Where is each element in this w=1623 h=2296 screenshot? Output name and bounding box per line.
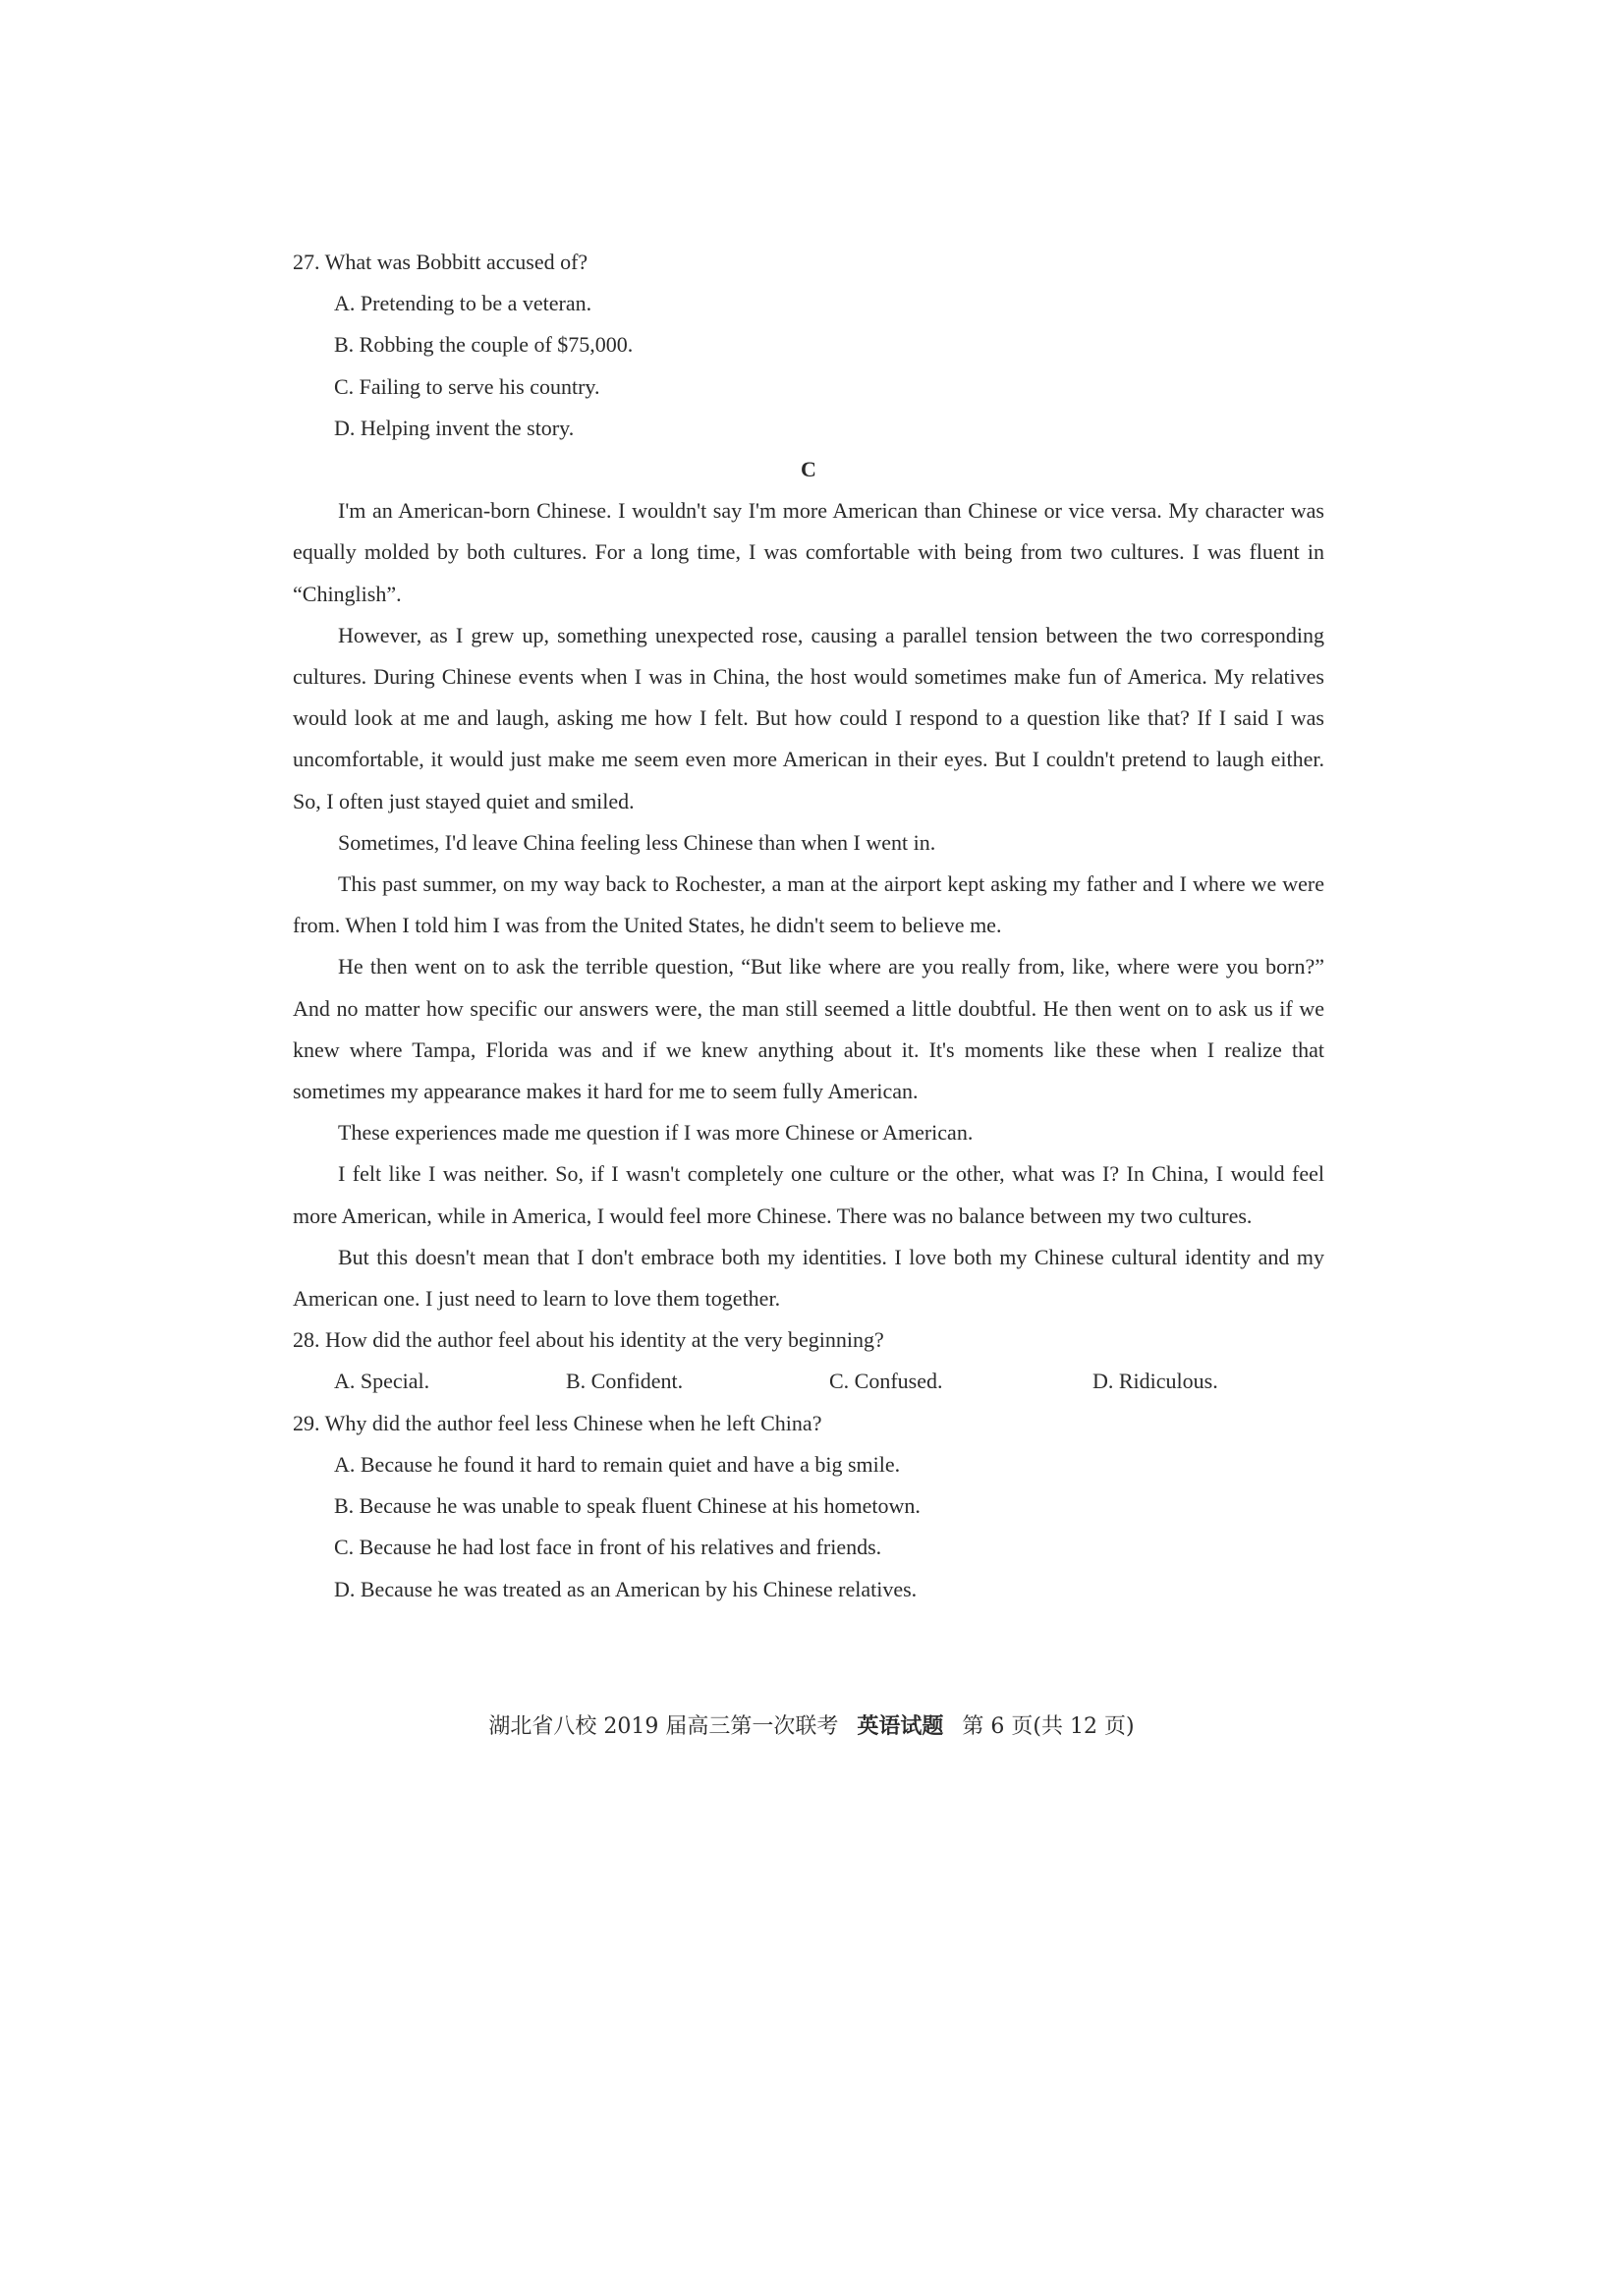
option-b: B. Confident. [566,1369,684,1394]
option-d: D. Because he was treated as an American by his Chinese relatives. [334,1576,918,1601]
option-d: D. Ridiculous. [1092,1369,1218,1394]
option-a: A. Pretending to be a veteran. [334,291,592,316]
option-c: C. Because he had lost face in front of his relatives and friends. [334,1535,882,1560]
paragraph: But this doesn't mean that I don't embrace both my identities. I love both my Chinese cultural identity and my American one. I just need to learn to love them together. [293,1244,1324,1312]
paragraph: He then went on to ask the terrible question, “But like where are you really from, like, where were you born?” And no matter how specific our answers were, the man still seemed a little doubtful. He then went on to ask us if we knew where Tampa, Florida was and if we knew anything about it. It's moments like these when I realize that sometimes my appearance makes it hard for me to seem fully American. [293,954,1324,1104]
option-c: C. Failing to serve his country. [334,373,600,399]
paragraph: However, as I grew up, something unexpected rose, causing a parallel tension between the two corresponding cultures. During Chinese events when I was in China, the host would sometimes make fun of America. My relatives would look at me and laugh, asking me how I felt. But how could I respond to a question like that? If I said I was uncomfortable, it would just make me seem even more American in their eyes. But I couldn't pretend to laugh either. So, I often just stayed quiet and smiled. [293,622,1324,813]
option-b: B. Because he was unable to speak fluent Chinese at his hometown. [334,1493,921,1519]
question-stem: 28. How did the author feel about his identity at the very beginning? [293,1327,884,1353]
options-row [293,1361,1324,1402]
option-b: B. Robbing the couple of $75,000. [334,332,634,358]
paragraph: Sometimes, I'd leave China feeling less Chinese than when I went in. [338,829,936,855]
footer-page-number: 第 6 页(共 12 页) [962,1714,1135,1739]
question-29 [293,1403,1324,1610]
page-content [293,242,1324,1610]
question-27 [293,242,1324,449]
footer-subject: 英语试题 [857,1713,944,1739]
footer-exam-name: 湖北省八校 2019 届高三第一次联考 [488,1714,839,1739]
page-footer [0,1711,1623,1742]
paragraph: I felt like I was neither. So, if I wasn't completely one culture or the other, what was I? In China, I would feel more American, while in America, I would feel more Chinese. There was no balance between my two cultures. [293,1161,1324,1228]
question-stem: 29. Why did the author feel less Chinese when he left China? [293,1410,822,1435]
question-28 [293,1319,1324,1402]
paragraph: These experiences made me question if I was more Chinese or American. [338,1120,974,1146]
section-title: C [801,457,816,482]
option-a: A. Because he found it hard to remain quiet and have a big smile. [334,1451,901,1477]
passage-c [293,490,1324,1319]
option-a: A. Special. [334,1369,430,1394]
paragraph: This past summer, on my way back to Rochester, a man at the airport kept asking my father and I where we were from. When I told him I was from the United States, he didn't seem to believe me. [293,871,1324,938]
paragraph: I'm an American-born Chinese. I wouldn't say I'm more American than Chinese or vice versa. My character was equally molded by both cultures. For a long time, I was comfortable with being from two cultures. I was fluent in “Chinglish”. [293,498,1324,606]
question-stem: 27. What was Bobbitt accused of? [293,250,588,274]
option-d: D. Helping invent the story. [334,415,575,440]
option-c: C. Confused. [829,1369,943,1394]
